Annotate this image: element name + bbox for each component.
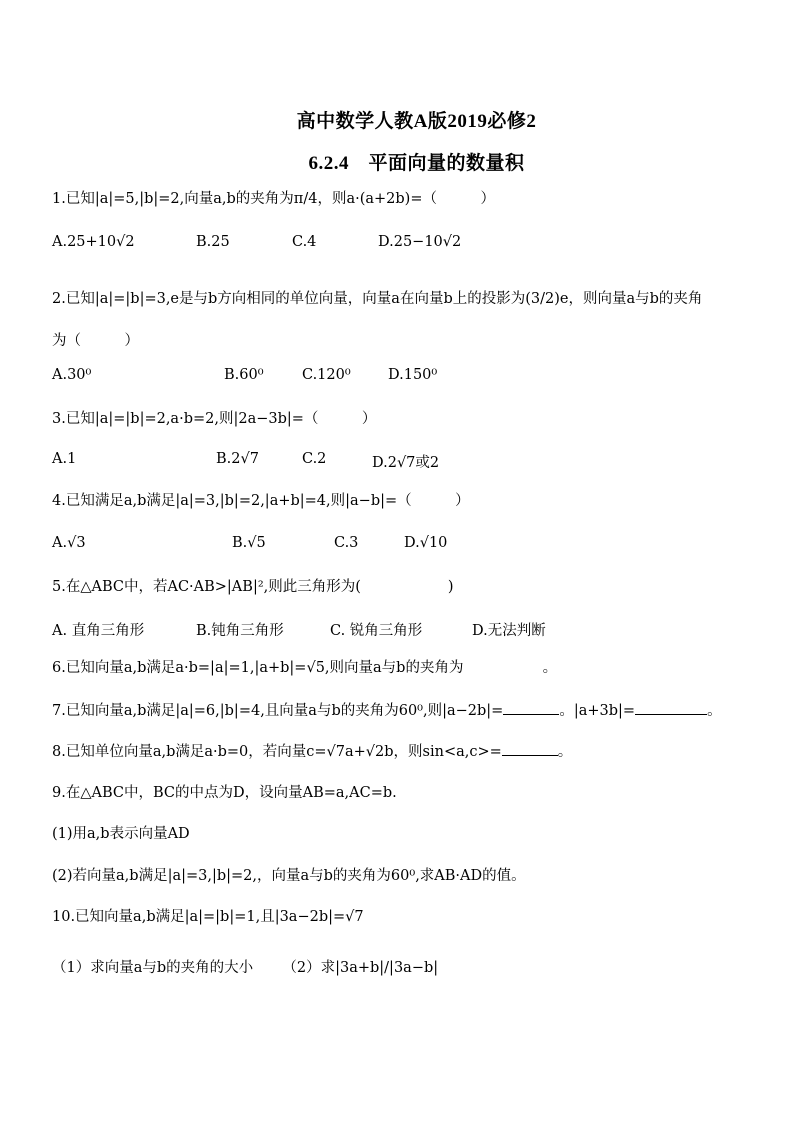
answer-blank[interactable] [502,741,558,756]
option-a: A. 直角三角形 [52,623,145,639]
question-2-stem: 2.已知|a|=|b|=3,e是与b方向相同的单位向量，向量a在向量b上的投影为(3/2)e，则向量a与b的夹角 [52,291,703,307]
option-d: D.25−10√2 [378,234,462,250]
option-c: C.4 [292,234,317,250]
question-6-stem: 6.已知向量a,b满足a·b=|a|=1,|a+b|=√5,则向量a与b的夹角为 [52,660,464,676]
option-a: A.√3 [52,535,86,551]
option-a: A.30⁰ [52,367,92,383]
question-2-options [52,367,753,389]
question-10-part-2: （2）求|3a+b|/|3a−b| [282,960,439,976]
question-8-stem: 8.已知单位向量a,b满足a·b=0，若向量c=√7a+√2b，则sin<a,c>= [52,744,502,760]
page-subtitle: 6.2.4 平面向量的数量积 [308,153,525,174]
option-b: B.25 [196,234,230,250]
question-7-end: 。 [707,703,722,719]
question-8-end: 。 [557,744,573,760]
option-d: D.150⁰ [388,367,438,383]
option-c: C.3 [334,535,359,551]
question-6 [52,658,753,678]
question-10-part-1: （1）求向量a与b的夹角的大小 [52,960,254,976]
option-c: C.2 [302,451,327,467]
option-a: A.25+10√2 [52,234,135,250]
question-8 [52,741,753,762]
question-10-parts [52,958,753,978]
question-9-part-1: (1)用a,b表示向量AD [52,826,190,842]
question-7-mid: 。|a+3b|= [559,703,636,719]
question-4-stem: 4.已知满足a,b满足|a|=3,|b|=2,|a+b|=4,则|a−b|=（ ） [52,493,470,509]
question-7 [52,700,753,721]
question-2-stem-cont: 为（ ） [52,333,139,349]
question-6-end: 。 [542,660,558,676]
question-1-options [52,234,753,256]
option-c: C. 锐角三角形 [330,623,423,639]
question-5-options [52,619,753,641]
question-3-stem: 3.已知|a|=|b|=2,a·b=2,则|2a−3b|=（ ） [52,411,377,427]
question-5-stem: 5.在△ABC中，若AC·AB>|AB|²,则此三角形为( ) [52,579,454,595]
answer-blank-1[interactable] [503,700,559,715]
option-d: D.√10 [404,535,448,551]
option-b: B.60⁰ [224,367,264,383]
option-a: A.1 [52,451,77,467]
question-1-stem: 1.已知|a|=5,|b|=2,向量a,b的夹角为π/4，则a·(a+2b)=（ ） [52,191,495,207]
question-7-stem: 7.已知向量a,b满足|a|=6,|b|=4,且向量a与b的夹角为60⁰,则|a−2b|= [52,703,504,719]
option-c: C.120⁰ [302,367,351,383]
question-10-stem: 10.已知向量a,b满足|a|=|b|=1,且|3a−2b|=√7 [52,909,364,925]
question-9-stem: 9.在△ABC中，BC的中点为D，设向量AB=a,AC=b. [52,785,397,801]
answer-blank-2[interactable] [635,700,707,715]
option-b: B.钝角三角形 [196,623,284,639]
option-d: D.2√7或2 [372,455,440,471]
question-4-options [52,535,753,557]
option-d: D.无法判断 [472,623,546,639]
question-3-options [52,451,753,473]
option-b: B.√5 [232,535,266,551]
question-9-part-2: (2)若向量a,b满足|a|=3,|b|=2,，向量a与b的夹角为60⁰,求AB·AD的值。 [52,868,526,884]
answer-blank[interactable] [468,658,538,672]
option-b: B.2√7 [216,451,259,467]
page-title: 高中数学人教A版2019必修2 [296,111,537,132]
